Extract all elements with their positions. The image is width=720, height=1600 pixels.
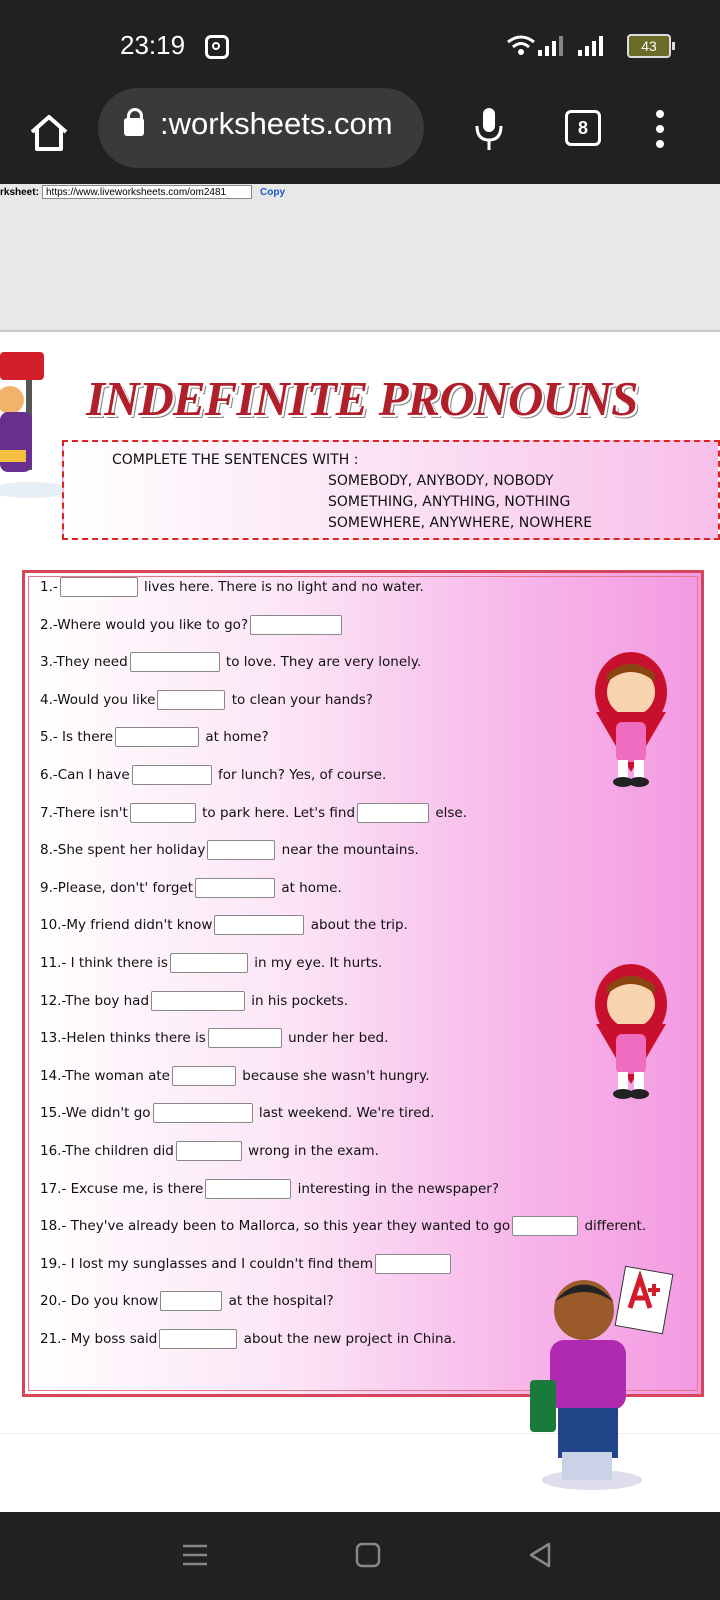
exercise-sentence: [40, 1103, 434, 1123]
sentence-text: under her bed.: [283, 1030, 389, 1047]
exercise-sentence: [40, 577, 424, 597]
sentence-text: interesting in the newspaper?: [293, 1180, 500, 1197]
answer-input[interactable]: [157, 690, 225, 710]
sentence-text: 14.-The woman ate: [40, 1067, 170, 1084]
sentence-text: 8.-She spent her holiday: [40, 842, 206, 859]
exercise-sentence: [40, 915, 408, 935]
answer-input[interactable]: [357, 803, 429, 823]
sentence-text: wrong in the exam.: [243, 1143, 379, 1159]
copy-link-button[interactable]: Copy: [260, 187, 285, 198]
sentence-text: 2.-Where would you like to go?: [40, 616, 249, 633]
sentence-text: else.: [431, 804, 468, 821]
exercise-sentence: [40, 1329, 456, 1349]
recent-apps-icon[interactable]: [182, 1542, 208, 1568]
microphone-icon[interactable]: [474, 106, 504, 156]
lock-icon: [124, 118, 144, 136]
exercise-sentence: [40, 1254, 453, 1274]
sentence-text: 5.- Is there: [40, 729, 114, 746]
exercise-sentence: [40, 1291, 334, 1311]
exercise-sentence: [40, 878, 342, 898]
sentence-text: 6.-Can I have: [40, 767, 130, 783]
pronoun-list-line: SOMETHING, ANYTHING, NOTHING: [328, 494, 571, 510]
home-icon[interactable]: [28, 112, 70, 154]
worksheet-link-field[interactable]: https://www.liveworksheets.com/om2481: [42, 185, 252, 199]
student-with-grade-illustration: [522, 1262, 682, 1492]
answer-input[interactable]: [132, 765, 212, 785]
signal-icon-2: [578, 34, 608, 56]
system-nav-bar: [0, 1512, 720, 1600]
exercise-sentence: [40, 652, 421, 672]
sentence-text: to clean your hands?: [227, 691, 373, 708]
instagram-icon: [205, 35, 229, 59]
sentence-text: 19.- I lost my sunglasses and I couldn't find them: [40, 1255, 373, 1272]
sentence-text: 13.-Helen thinks there is: [40, 1030, 206, 1047]
sentence-text: to love. They are very lonely.: [221, 654, 422, 671]
sentence-text: because she wasn't hungry.: [237, 1067, 430, 1084]
more-menu-icon[interactable]: [656, 110, 666, 152]
sentence-text: about the trip.: [306, 917, 408, 934]
instruction-box: [62, 440, 720, 540]
exercise-sentence: [40, 803, 467, 823]
sentence-text: last weekend. We're tired.: [254, 1105, 435, 1122]
answer-input[interactable]: [159, 1329, 237, 1349]
answer-input[interactable]: [153, 1103, 253, 1123]
answer-input[interactable]: [375, 1254, 451, 1274]
sentence-text: lives here. There is no light and no water.: [139, 579, 424, 595]
page-title: INDEFINITE PRONOUNS: [86, 371, 638, 426]
back-icon[interactable]: [527, 1542, 553, 1568]
instruction-heading: COMPLETE THE SENTENCES WITH :: [112, 452, 359, 468]
answer-input[interactable]: [115, 727, 199, 747]
red-riding-hood-illustration: [588, 964, 674, 1104]
worksheet-label: rksheet:: [0, 187, 39, 198]
exercise-sentence: [40, 1028, 388, 1048]
sentence-text: at home?: [201, 729, 269, 746]
answer-input[interactable]: [207, 840, 275, 860]
url-text: :worksheets.com: [160, 106, 393, 141]
exercise-sentence: [40, 953, 382, 973]
sentence-text: 17.- Excuse me, is there: [40, 1180, 204, 1197]
sentence-text: 15.-We didn't go: [40, 1105, 151, 1122]
answer-input[interactable]: [205, 1179, 291, 1199]
answer-input[interactable]: [208, 1028, 282, 1048]
worksheet-link-bar: [0, 184, 720, 332]
sentence-text: 4.-Would you like: [40, 691, 156, 708]
sentence-text: for lunch? Yes, of course.: [213, 767, 387, 783]
signal-icon-1: [538, 34, 568, 56]
exercise-sentence: [40, 615, 344, 635]
exercise-sentence: [40, 1216, 646, 1236]
pronoun-list-line: SOMEWHERE, ANYWHERE, NOWHERE: [328, 515, 593, 531]
answer-input[interactable]: [170, 953, 248, 973]
tab-switcher-button[interactable]: 8: [565, 110, 601, 146]
sentence-text: 9.-Please, don't' forget: [40, 879, 194, 896]
answer-input[interactable]: [160, 1291, 222, 1311]
sentence-text: 21.- My boss said: [40, 1331, 158, 1347]
sentence-text: 11.- I think there is: [40, 955, 168, 971]
wifi-icon: [506, 34, 536, 56]
sentence-text: 10.-My friend didn't know: [40, 917, 213, 934]
answer-input[interactable]: [195, 878, 275, 898]
answer-input[interactable]: [151, 991, 245, 1011]
exercise-sentence: [40, 1141, 379, 1161]
answer-input[interactable]: [176, 1141, 242, 1161]
sentence-text: 16.-The children did: [40, 1143, 174, 1159]
sentence-text: 12.-The boy had: [40, 992, 150, 1009]
sentence-text: 20.- Do you know: [40, 1293, 159, 1310]
answer-input[interactable]: [130, 652, 220, 672]
exercise-sentence: [40, 727, 269, 747]
answer-input[interactable]: [512, 1216, 578, 1236]
answer-input[interactable]: [60, 577, 138, 597]
home-nav-icon[interactable]: [355, 1542, 381, 1568]
sentence-text: 18.- They've already been to Mallorca, so this year they wanted to go: [40, 1218, 511, 1235]
exercise-sentence: [40, 991, 348, 1011]
exercise-sentence: [40, 1179, 499, 1199]
red-riding-hood-illustration: [588, 652, 674, 792]
sentence-text: 1.-: [40, 579, 58, 595]
sentence-text: near the mountains.: [277, 842, 419, 859]
sentence-text: about the new project in China.: [239, 1331, 457, 1347]
sentence-text: to park here. Let's find: [197, 804, 356, 821]
address-bar[interactable]: [98, 88, 424, 168]
battery-icon: 43: [627, 34, 671, 58]
sentence-text: at the hospital?: [224, 1293, 334, 1310]
pronoun-list-line: SOMEBODY, ANYBODY, NOBODY: [328, 473, 554, 489]
exercise-sentence: [40, 840, 419, 860]
browser-toolbar: [0, 88, 720, 184]
clock: 23:19: [120, 30, 186, 60]
status-bar: [0, 0, 720, 88]
sentence-text: 7.-There isn't: [40, 804, 128, 821]
sentence-text: in his pockets.: [247, 992, 349, 1009]
answer-input[interactable]: [214, 915, 304, 935]
exercise-sentence: [40, 765, 386, 785]
sentence-text: at home.: [277, 879, 342, 896]
sentence-text: different.: [580, 1218, 647, 1235]
answer-input[interactable]: [130, 803, 196, 823]
answer-input[interactable]: [250, 615, 342, 635]
exercise-sentence: [40, 690, 373, 710]
sentence-text: 3.-They need: [40, 654, 128, 671]
exercise-sentence: [40, 1066, 430, 1086]
answer-input[interactable]: [172, 1066, 236, 1086]
sentence-text: in my eye. It hurts.: [249, 955, 383, 971]
